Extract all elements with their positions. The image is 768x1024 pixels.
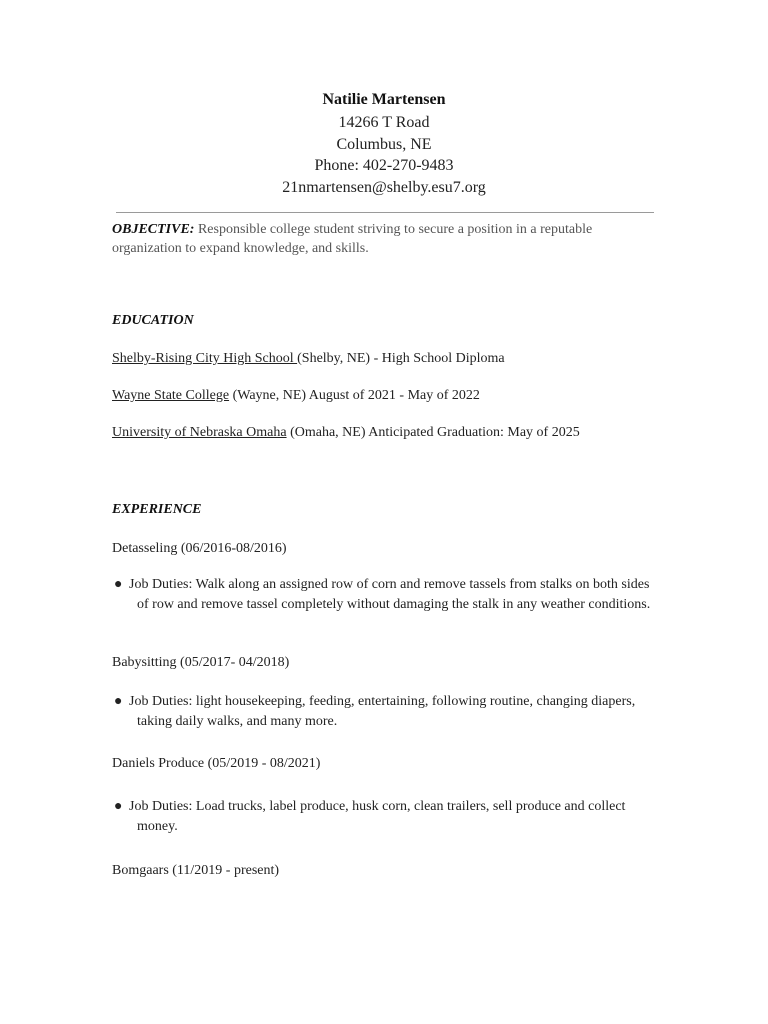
address-line-1: 14266 T Road [338, 114, 430, 131]
education-heading: EDUCATION [112, 313, 194, 328]
school-detail: (Wayne, NE) August of 2021 - May of 2022 [229, 388, 480, 403]
resume-header [0, 88, 768, 198]
job-duties [114, 797, 659, 837]
school-name: University of Nebraska Omaha [112, 425, 287, 440]
job-duties-text: Job Duties: light housekeeping, feeding, entertaining, following routine, changing diapers, taking daily walks, and many more. [129, 694, 636, 729]
school-detail: (Omaha, NE) Anticipated Graduation: May of 2025 [286, 425, 580, 440]
experience-heading: EXPERIENCE [112, 502, 202, 517]
objective-text: Responsible college student striving to secure a position in a reputable organization to expand knowledge, and skills. [112, 222, 593, 256]
bullet-icon: ● [114, 799, 123, 814]
education-item [112, 349, 672, 368]
education-item [112, 386, 672, 405]
applicant-name: Natilie Martensen [322, 91, 446, 108]
phone-number: Phone: 402-270-9483 [314, 157, 454, 174]
job-title: Bomgaars (11/2019 - present) [112, 863, 280, 878]
email-address: 21nmartensen@shelby.esu7.org [282, 178, 486, 196]
job-duties [114, 692, 659, 732]
objective-paragraph [112, 220, 652, 258]
job-title: Babysitting (05/2017- 04/2018) [112, 655, 290, 670]
job-title: Daniels Produce (05/2019 - 08/2021) [112, 756, 321, 771]
job-duties-text: Job Duties: Load trucks, label produce, husk corn, clean trailers, sell produce and collect money. [129, 799, 626, 834]
job-title: Detasseling (06/2016-08/2016) [112, 541, 287, 556]
job-duties [114, 575, 659, 615]
school-name: Wayne State College [112, 388, 230, 403]
education-item [112, 423, 672, 442]
job-duties-text: Job Duties: Walk along an assigned row of corn and remove tassels from stalks on both sides of row and remove tassel completely without damaging the stalk in any weather conditions. [129, 577, 651, 612]
address-line-2: Columbus, NE [336, 135, 432, 153]
objective-label: OBJECTIVE: [112, 222, 195, 237]
header-divider [116, 212, 654, 213]
bullet-icon: ● [114, 694, 123, 709]
school-detail: (Shelby, NE) - High School Diploma [297, 351, 505, 366]
school-name: Shelby-Rising City High School [112, 351, 298, 366]
bullet-icon: ● [114, 577, 123, 592]
